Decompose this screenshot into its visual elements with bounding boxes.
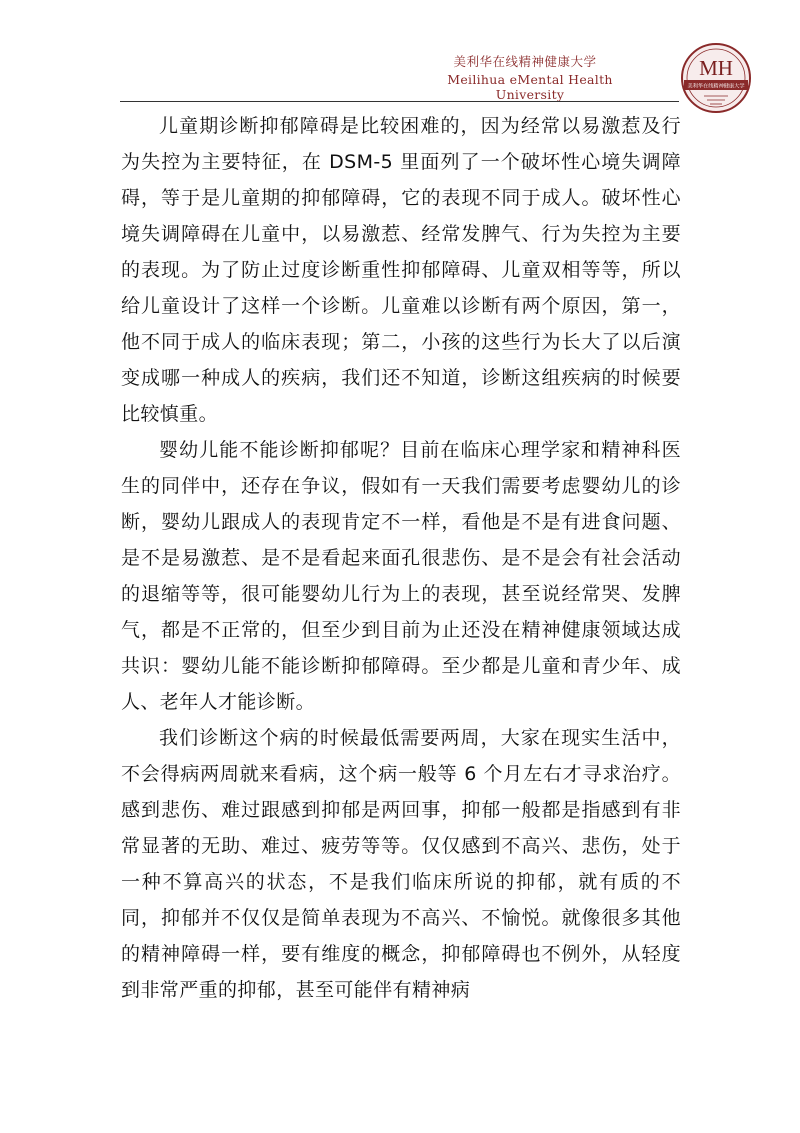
header-org-name-cn: 美利华在线精神健康大学: [453, 54, 597, 69]
mh-seal-logo-icon: [680, 42, 752, 114]
header-divider: [120, 101, 679, 102]
paragraph: 婴幼儿能不能诊断抑郁呢？目前在临床心理学家和精神科医生的同伴中，还存在争议，假如有一天我们需要考虑婴幼儿的诊断，婴幼儿跟成人的表现肯定不一样，看他是不是有进食问题、是不是易激惹、是不是看起来面孔很悲伤、是不是会有社会活动的退缩等等，很可能婴幼儿行为上的表现，甚至说经常哭、发脾气，都是不正常的，但至少到目前为止还没在精神健康领域达成共识：婴幼儿能不能诊断抑郁障碍。至少都是儿童和青少年、成人、老年人才能诊断。: [121, 439, 681, 713]
header-org-name-en: Meilihua eMental Health University: [447, 72, 613, 102]
logo-banner-text: 美利华在线精神健康大学: [687, 83, 745, 90]
paragraph: 我们诊断这个病的时候最低需要两周，大家在现实生活中，不会得病两周就来看病，这个病一般等 6 个月左右才寻求治疗。感到悲伤、难过跟感到抑郁是两回事，抑郁一般都是指感到有非常显著的无助、难过、疲劳等等。仅仅感到不高兴、悲伤，处于一种不算高兴的状态，不是我们临床所说的抑郁，就有质的不同，抑郁并不仅仅是简单表现为不高兴、不愉悦。就像很多其他的精神障碍一样，要有维度的概念，抑郁障碍也不例外，从轻度到非常严重的抑郁，甚至可能伴有精神病: [121, 727, 681, 1001]
paragraph: 儿童期诊断抑郁障碍是比较困难的，因为经常以易激惹及行为失控为主要特征，在 DSM-5 里面列了一个破坏性心境失调障碍，等于是儿童期的抑郁障碍，它的表现不同于成人。破坏性心境失调障碍在儿童中，以易激惹、经常发脾气、行为失控为主要的表现。为了防止过度诊断重性抑郁障碍、儿童双相等等，所以给儿童设计了这样一个诊断。儿童难以诊断有两个原因，第一，他不同于成人的临床表现；第二，小孩的这些行为长大了以后演变成哪一种成人的疾病，我们还不知道，诊断这组疾病的时候要比较慎重。: [121, 115, 681, 425]
logo-initials: MH: [699, 56, 733, 80]
document-body: [121, 108, 681, 1008]
